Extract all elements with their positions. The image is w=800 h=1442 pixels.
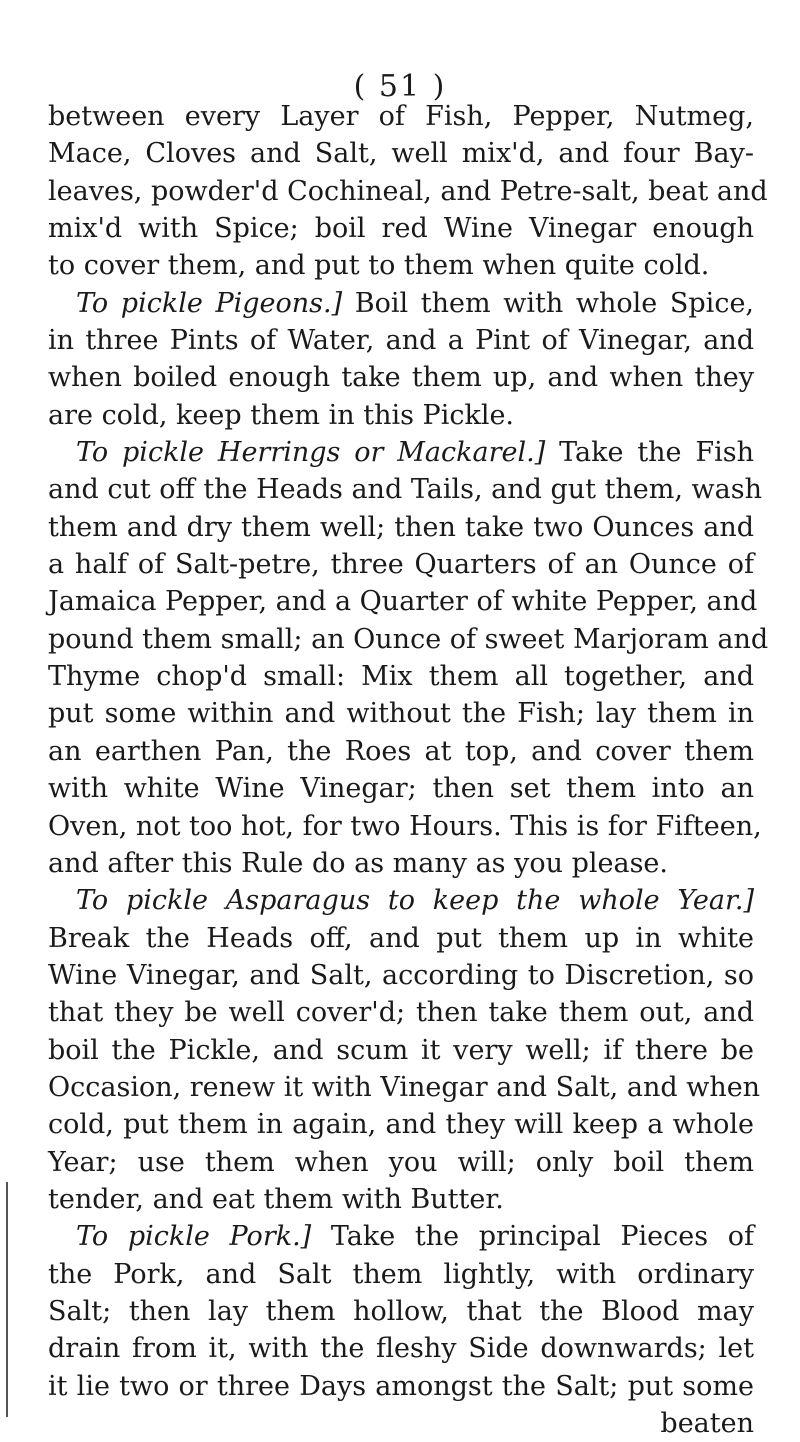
text-line: Occasion, renew it with Vinegar and Salt, and when bbox=[48, 1072, 761, 1103]
text-line: pound them small; an Ounce of sweet Marjoram and bbox=[48, 624, 769, 655]
text-line: a half of Salt-petre, three Quarters of an Ounce of bbox=[48, 549, 754, 580]
text-line: tender, and eat them with Butter. bbox=[48, 1184, 504, 1215]
text-line: Break the Heads off, and put them up in white bbox=[48, 923, 754, 954]
text-line: Mace, Cloves and Salt, well mix'd, and four Bay- bbox=[48, 138, 754, 169]
page-edge-rule bbox=[6, 1182, 8, 1417]
recipe-heading-line: To pickle Pigeons.] Boil them with whole Spice, bbox=[76, 288, 754, 319]
text-line: that they be well cover'd; then take them out, and bbox=[48, 997, 754, 1028]
text-line: are cold, keep them in this Pickle. bbox=[48, 400, 515, 431]
text-line: Jamaica Pepper, and a Quarter of white Pepper, and bbox=[48, 586, 758, 617]
text-line: when boiled enough take them up, and when they bbox=[48, 362, 754, 393]
text-line: Thyme chop'd small: Mix them all together, and bbox=[48, 661, 754, 692]
text-line: put some within and without the Fish; lay them in bbox=[48, 698, 754, 729]
catchword: beaten bbox=[660, 1408, 754, 1439]
recipe-heading-pork: To pickle Pork.] bbox=[76, 1221, 312, 1252]
text-line: between every Layer of Fish, Pepper, Nutmeg, bbox=[48, 101, 754, 132]
text-line: Oven, not too hot, for two Hours. This is for Fifteen, bbox=[48, 811, 762, 842]
text-line: drain from it, with the fleshy Side downwards; let bbox=[48, 1333, 754, 1364]
text-line: the Pork, and Salt them lightly, with ordinary bbox=[48, 1259, 754, 1290]
text-line: boil the Pickle, and scum it very well; if there be bbox=[48, 1035, 754, 1066]
text-line: Wine Vinegar, and Salt, according to Discretion, so bbox=[48, 960, 754, 991]
text-line: to cover them, and put to them when quite cold. bbox=[48, 250, 710, 281]
text-line: in three Pints of Water, and a Pint of Vinegar, and bbox=[48, 325, 754, 356]
text-line: and cut off the Heads and Tails, and gut them, wash bbox=[48, 474, 763, 505]
recipe-heading-herrings: To pickle Herrings or Mackarel.] bbox=[76, 437, 546, 468]
text-line: an earthen Pan, the Roes at top, and cover them bbox=[48, 736, 754, 767]
page-number-header: ( 51 ) bbox=[353, 69, 447, 104]
recipe-heading-line bbox=[48, 882, 754, 919]
text-line: them and dry them well; then take two Ounces and bbox=[48, 512, 754, 543]
text-line: and after this Rule do as many as you please. bbox=[48, 848, 668, 879]
text-line: with white Wine Vinegar; then set them into an bbox=[48, 773, 754, 804]
text-line: leaves, powder'd Cochineal, and Petre-salt, beat and bbox=[48, 176, 768, 207]
recipe-heading-pigeons: To pickle Pigeons.] bbox=[76, 288, 343, 319]
text-line: it lie two or three Days amongst the Salt; put some bbox=[48, 1371, 754, 1402]
text-line: mix'd with Spice; boil red Wine Vinegar enough bbox=[48, 213, 754, 244]
recipe-heading-asparagus: To pickle Asparagus to keep the whole Year.] bbox=[76, 885, 754, 916]
recipe-heading-line: To pickle Pork.] Take the principal Pieces of bbox=[76, 1221, 755, 1252]
recipe-heading-line: To pickle Herrings or Mackarel.] Take the Fish bbox=[76, 437, 755, 468]
text-line: Salt; then lay them hollow, that the Blood may bbox=[48, 1296, 754, 1327]
text-line: Year; use them when you will; only boil them bbox=[48, 1147, 754, 1178]
text-line: cold, put them in again, and they will keep a whole bbox=[48, 1109, 754, 1140]
